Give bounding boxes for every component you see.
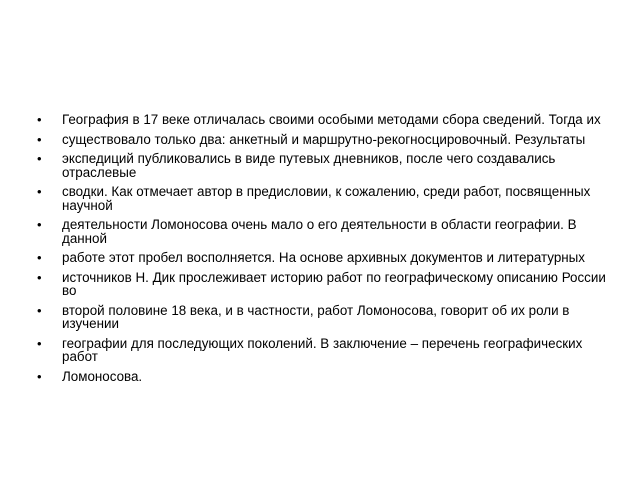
bullet-list	[37, 113, 612, 389]
list-item-text: второй половине 18 века, и в частности, работ Ломоносова, говорит об их роли в изучении	[62, 302, 570, 331]
bullet-icon: •	[37, 269, 42, 285]
list-item-text: экспедиций публиковались в виде путевых дневников, после чего создавались отраслевые	[62, 151, 556, 180]
list-item-text: Ломоносова.	[62, 368, 143, 384]
list-item-text: источников Н. Дик прослеживает историю работ по географическому описанию России во	[62, 269, 606, 298]
list-item-text: сводки. Как отмечает автор в предисловии, к сожалению, среди работ, посвященных научной	[62, 184, 591, 213]
list-item	[37, 370, 612, 384]
bullet-icon: •	[37, 184, 42, 199]
bullet-icon: •	[37, 335, 42, 351]
list-item-text: географии для последующих поколений. В заключение – перечень географических работ	[62, 335, 583, 364]
list-item	[37, 185, 612, 212]
list-item	[37, 113, 612, 127]
bullet-icon: •	[37, 368, 42, 384]
list-item-text: работе этот пробел восполняется. На основе архивных документов и литературных	[62, 250, 585, 265]
bullet-icon: •	[37, 302, 42, 318]
bullet-icon: •	[37, 112, 42, 127]
list-item-text: деятельности Ломоносова очень мало о его деятельности в области географии. В данной	[62, 217, 577, 246]
bullet-icon: •	[37, 217, 42, 232]
list-item	[37, 271, 612, 298]
list-item-text: существовало только два: анкетный и маршрутно-рекогносцировочный. Результаты	[62, 131, 586, 147]
list-item	[37, 337, 612, 364]
list-item-text: География в 17 веке отличалась своими особыми методами сбора сведений. Тогда их	[62, 112, 601, 127]
bullet-icon: •	[37, 151, 42, 166]
bullet-icon: •	[37, 131, 42, 147]
list-item	[37, 152, 612, 179]
list-item	[37, 133, 612, 147]
bullet-icon: •	[37, 250, 42, 265]
list-item	[37, 218, 612, 245]
list-item	[37, 304, 612, 331]
list-item	[37, 251, 612, 265]
